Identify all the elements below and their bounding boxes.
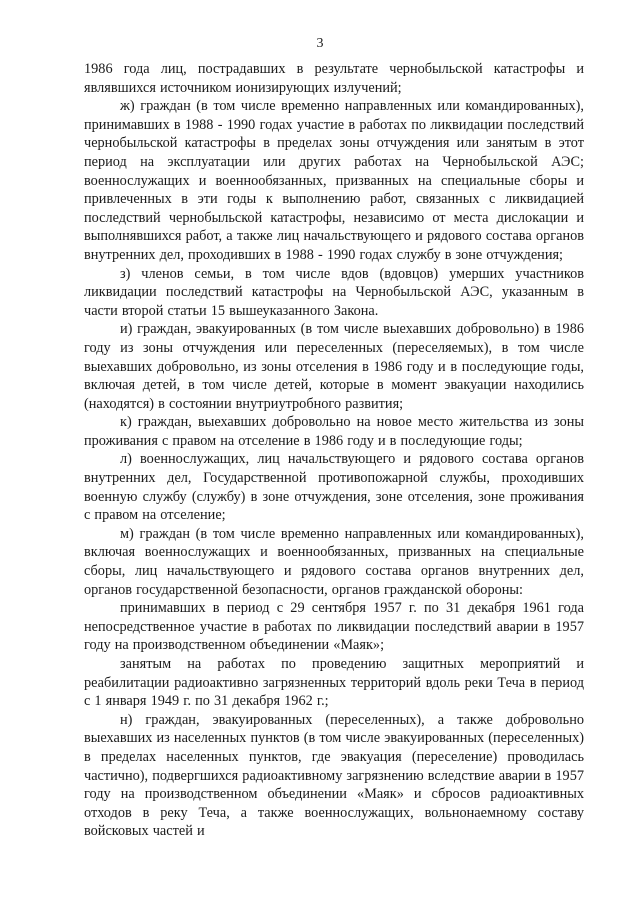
document-body	[84, 60, 584, 841]
paragraph: и) граждан, эвакуированных (в том числе выехавших добровольно) в 1986 году из зоны отчуждения или переселенных (переселяемых), в том числе выехавших добровольно, из зоны отселения в 1986 году и в последующие годы, включая детей, в том числе детей, которые в момент эвакуации находились (находятся) в состоянии внутриутробного развития;	[84, 321, 584, 412]
paragraph: 1986 года лиц, пострадавших в результате чернобыльской катастрофы и являвшихся источником ионизирующих излучений;	[84, 61, 584, 96]
page-number: 3	[316, 36, 324, 51]
paragraph: принимавших в период с 29 сентября 1957 г. по 31 декабря 1961 года непосредственное участие в работах по ликвидации последствий аварии в 1957 году на производственном объединении «Маяк»;	[84, 600, 584, 654]
paragraph: н) граждан, эвакуированных (переселенных), а также добровольно выехавших из населенных пунктов (в том числе эвакуированных (переселенных) в пределах населенных пунктов, где эвакуация (переселение) проводилась частично), подвергшихся радиоактивному загрязнению вследствие аварии в 1957 году на производственном объединении «Маяк» и сбросов радиоактивных отходов в реку Теча, а также военнослужащих, вольнонаемному составу войсковых частей и	[84, 711, 584, 840]
paragraph: ж) граждан (в том числе временно направленных или командированных), принимавших в 1988 - 1990 годах участие в работах по ликвидации последствий чернобыльской катастрофы в пределах зоны отчуждения или занятым в этот период на эксплуатации или других работах на Чернобыльской АЭС; военнослужащих и военнообязанных, призванных на специальные сборы и привлеченных в эти годы к выполнению работ, связанных с ликвидацией последствий чернобыльской катастрофы, независимо от места дислокации и выполнявшихся работ, а также лиц начальствующего и рядового состава органов внутренних дел, проходивших в 1988 - 1990 годах службу в зоне отчуждения;	[84, 98, 584, 263]
paragraph: л) военнослужащих, лиц начальствующего и рядового состава органов внутренних дел, Государственной противопожарной службы, проходивших военную службу (службу) в зоне отчуждения, зоне отселения, зоне проживания с правом на отселение;	[84, 451, 584, 524]
paragraph: занятым на работах по проведению защитных мероприятий и реабилитации радиоактивно загрязненных территорий вдоль реки Теча в период с 1 января 1949 г. по 31 декабря 1962 г.;	[84, 656, 584, 710]
paragraph: з) членов семьи, в том числе вдов (вдовцов) умерших участников ликвидации последствий катастрофы на Чернобыльской АЭС, указанным в части второй статьи 15 вышеуказанного Закона.	[84, 265, 584, 319]
paragraph: к) граждан, выехавших добровольно на новое место жительства из зоны проживания с правом на отселение в 1986 году и в последующие годы;	[84, 414, 584, 449]
paragraph: м) граждан (в том числе временно направленных или командированных), включая военнослужащих и военнообязанных, призванных на специальные сборы, лиц начальствующего и рядового состава органов внутренних дел, органов государственной безопасности, органов гражданской обороны:	[84, 525, 584, 598]
